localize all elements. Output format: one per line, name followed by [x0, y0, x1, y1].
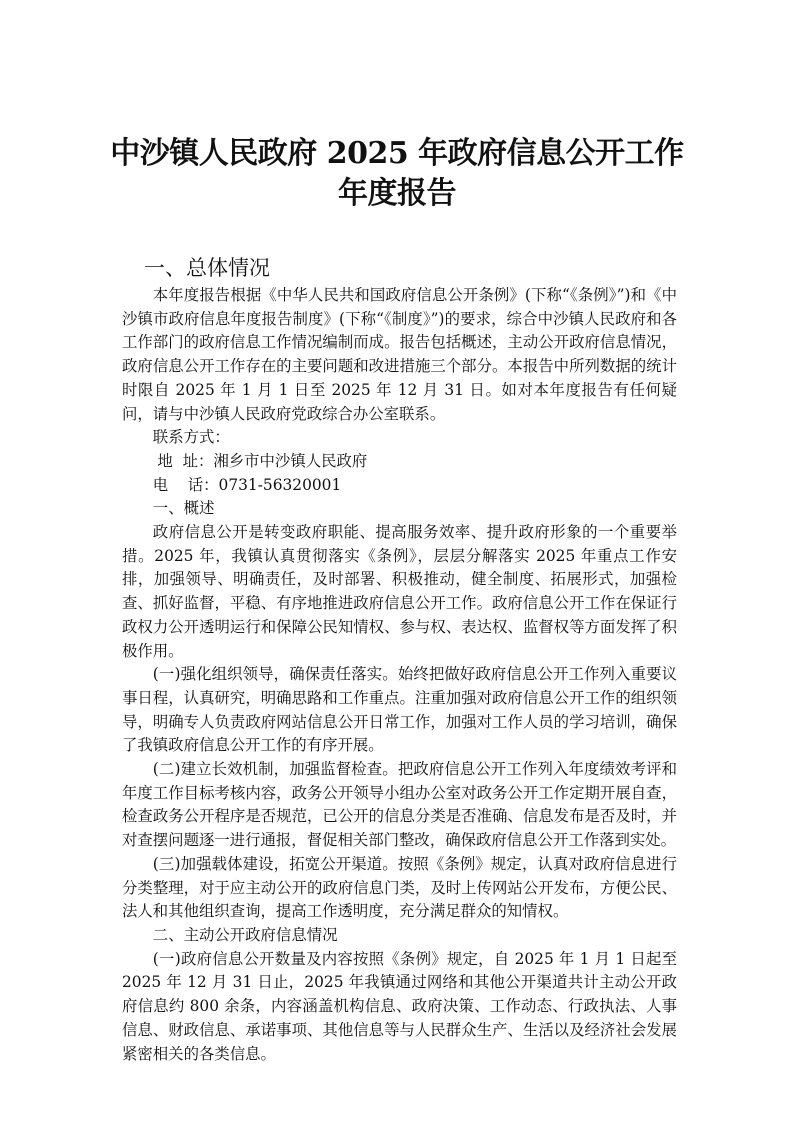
paragraph-intro: 本年度报告根据《中华人民共和国政府信息公开条例》(下称“《条例》”)和《中沙镇市政府信息年度报告制度》(下称“《制度》”)的要求，综合中沙镇人民政府和各工作部门的政府信息工作情况编制而成。报告包括概述，主动公开政府信息情况，政府信息公开工作存在的主要问题和改进措施三个部分。本报告中所列数据的统计时限自 2025 年 1 月 1 日至 2025 年 12 月 31 日。如对本年度报告有任何疑问，请与中沙镇人民政府党政综合办公室联系。	[122, 286, 677, 423]
subheading-proactive-disclosure: 二、主动公开政府信息情况	[152, 925, 338, 944]
document-body	[122, 284, 677, 1066]
title-line-1: 中沙镇人民政府 2025 年政府信息公开工作	[110, 136, 684, 171]
section-heading-overall: 一、总体情况	[144, 256, 270, 280]
paragraph-disclosure-count: (一)政府信息公开数量及内容按照《条例》规定，自 2025 年 1 月 1 日起至 2025 年 12 月 31 日止，2025 年我镇通过网络和其他公开渠道共计主动公开政府信息约 800 余条，内容涵盖机构信息、政府决策、工作动态、行政执法、人事信息、财政信息、承诺事项、其他信息等与人民群众生产、生活以及经济社会发展紧密相关的各类信息。	[122, 949, 677, 1063]
paragraph-contact-label: 联系方式：	[152, 428, 230, 447]
paragraph-overview: 政府信息公开是转变政府职能、提高服务效率、提升政府形象的一个重要举措。2025 年，我镇认真贯彻落实《条例》，层层分解落实 2025 年重点工作安排，加强领导、明确责任，及时部署、积极推动，健全制度、拓展形式，加强检查、抓好监督，平稳、有序地推进政府信息公开工作。政府信息公开工作在保证行政权力公开透明运行和保障公民知情权、参与权、表达权、监督权等方面发挥了积极作用。	[122, 523, 677, 660]
title-line-2: 年度报告	[338, 176, 456, 211]
paragraph-address: 地 址：湘乡市中沙镇人民政府	[157, 451, 368, 470]
paragraph-item-2: (二)建立长效机制，加强监督检查。把政府信息公开工作列入年度绩效考评和年度工作目标考核内容，政务公开领导小组办公室对政务公开工作定期开展自查，检查政务公开程序是否规范，已公开的信息分类是否准确、信息发布是否及时，并对查摆问题逐一进行通报，督促相关部门整改，确保政府信息公开工作落到实处。	[122, 760, 677, 850]
paragraph-item-1: (一)强化组织领导，确保责任落实。始终把做好政府信息公开工作列入重要议事日程，认真研究，明确思路和工作重点。注重加强对政府信息公开工作的组织领导，明确专人负责政府网站信息公开日常工作，加强对工作人员的学习培训，确保了我镇政府信息公开工作的有序开展。	[122, 665, 677, 755]
paragraph-phone: 电 话：0731-56320001	[152, 475, 342, 494]
paragraph-item-3: (三)加强载体建设，拓宽公开渠道。按照《条例》规定，认真对政府信息进行分类整理，对于应主动公开的政府信息门类，及时上传网站公开发布，方便公民、法人和其他组织查询，提高工作透明度，充分满足群众的知情权。	[122, 854, 677, 921]
document-title	[100, 134, 694, 214]
subheading-overview: 一、概述	[152, 499, 215, 518]
